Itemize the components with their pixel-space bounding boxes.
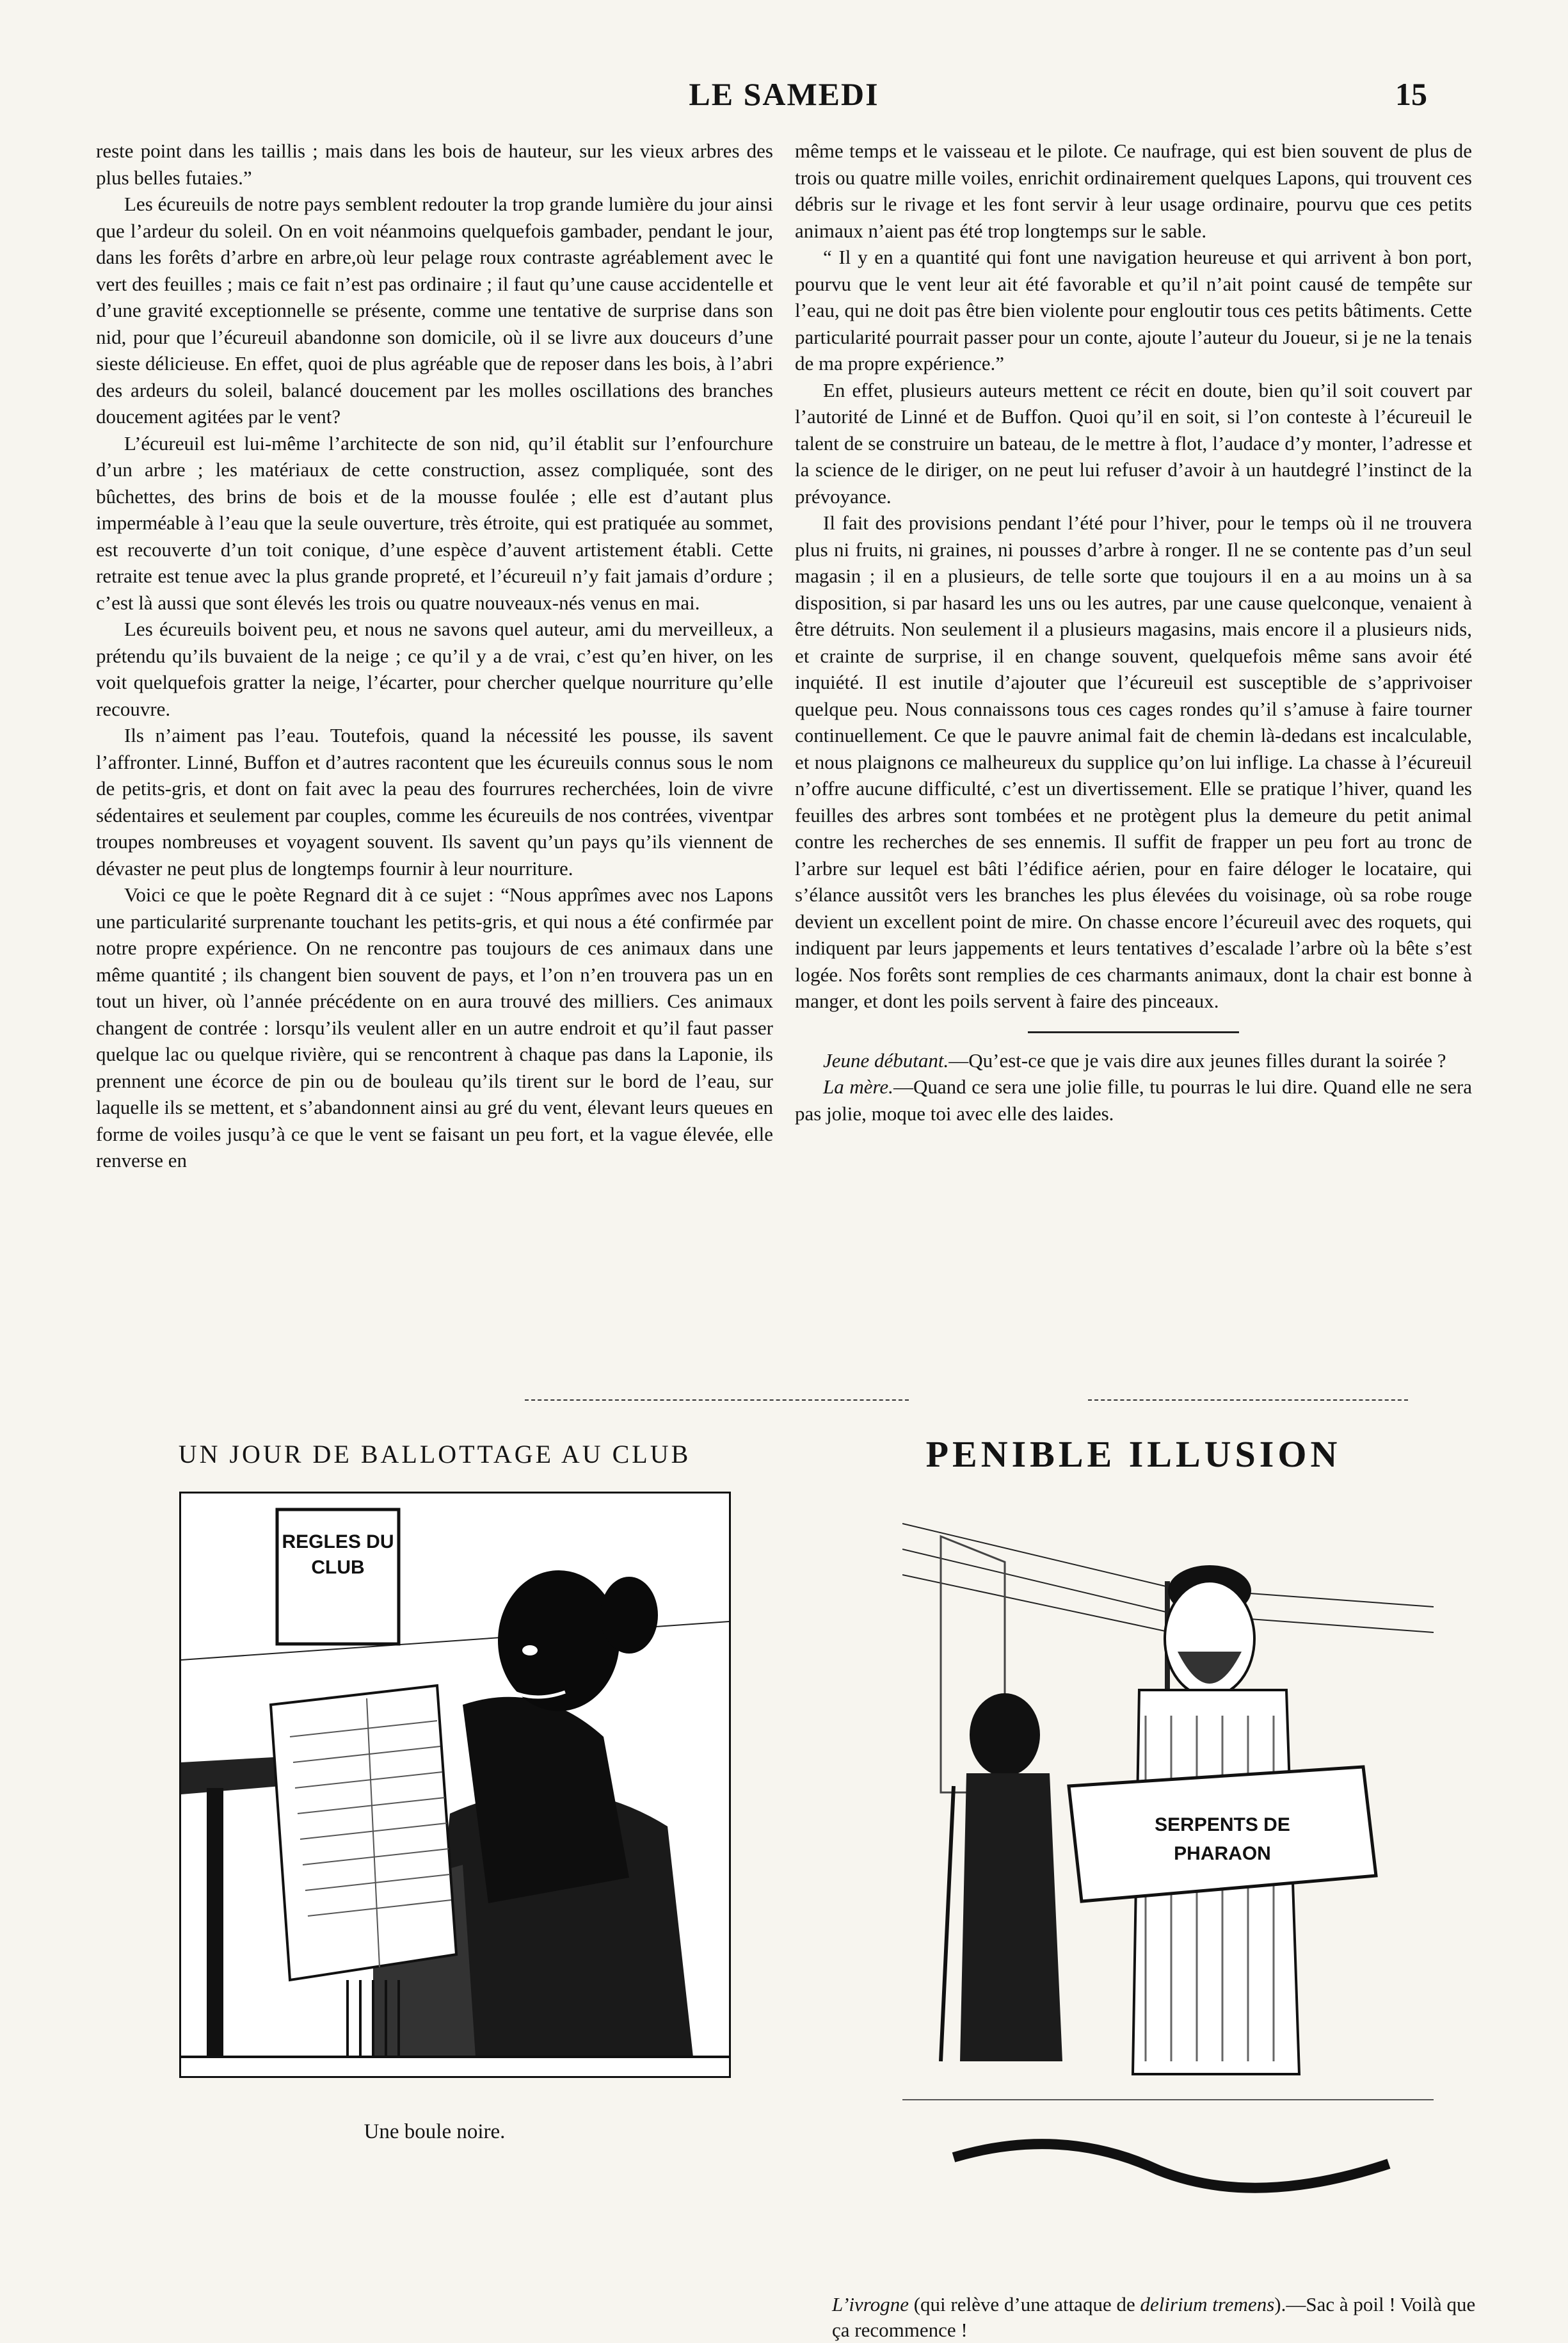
box-label-2: PHARAON [1174,1843,1271,1864]
paragraph: L’écureuil est lui-même l’architecte de son nid, qu’il établit sur l’enfourchure d’un arbre ; les matériaux de cette construction, assez compliquée, sont des bûchettes, des brins de bois et de la mousse foulée ; elle est d’autant plus imperméable à l’eau que la seule ouverture, très étroite, qui est pratiquée au sommet, est recouverte d’un toit conique, d’une espèce d’auvent artistement établi. Cette retraite est tenue avec la plus grande propreté, et l’écureuil n’y fait jamais d’ordure ; c’est là aussi que sont élevés les trois ou quatre nouveaux-nés venus en mai. [96,431,773,614]
left-column [96,138,773,1174]
cartoon-right-illustration [902,1485,1434,2279]
dashed-separator [1088,1399,1408,1401]
cartoon-left-illustration [179,1492,731,2078]
paragraph: “ Il y en a quantité qui font une navigation heureuse et qui arrivent à bon port, pourvu que le vent leur ait été favorable et qu’il n’ait point causé de tempête sur l’eau, qui ne doit pas être bien violente pour engloutir tous ces petits bâtiments. Cette particularité pourrait passer pour un conte, ajoute l’auteur du Joueur, si je ne la tenais de ma propre expérience.” [795,246,1472,374]
caption-term: delirium tremens [1140,2293,1275,2315]
divider-rule [1028,1031,1239,1033]
paragraph: Les écureuils boivent peu, et nous ne savons quel auteur, ami du merveilleux, a prétendu qu’ils buvaient de la neige ; ce qu’il y a de vrai, c’est qu’en hiver, on les voit quelquefois gratter la neige, l’écarter, pour chercher quelque nourriture qu’elle recouvre. [96,618,773,720]
paragraph: Il fait des provisions pendant l’été pour l’hiver, pour le temps où il ne trouvera plus ni fruits, ni graines, ni pousses d’arbre à ronger. Il ne se contente pas d’un seul magasin ; il en a plusieurs, de telle sorte que toujours il en a au moins un à sa disposition, si par hasard les uns ou les autres, par une cause quelconque, venaient à être détruits. Non seulement il a plusieurs magasins, mais encore il a plusieurs nids, et crainte de surprise, il en change souvent, quelquefois même sans avoir été inquiété. Il est inutile d’ajouter que l’écureuil est susceptible de s’apprivoiser quelque peu. Nous connaissons tous ces cages rondes qu’il s’amuse à faire tourner continuellement. Ce que le pauvre animal fait de chemin là-dedans est incalculable, et nous plaignons ce malheureux du supplice qu’on lui inflige. La chasse à l’écureuil n’offre aucune difficulté, c’est un divertissement. Elle se pratique l’hiver, quand les feuilles des arbres sont tombées et ne protègent plus la demeure du petit animal contre les recherches de ses ennemis. Il suffit de frapper un peu fort au tronc de l’arbre sur lequel est bâti l’édifice aérien, pour en faire déloger le locataire, qui s’élance aussitôt vers les branches les plus élevées du voisinage, où sa robe rouge devient un excellent point de mire. On chasse encore l’écureuil avec des roquets, qui indiquent par leurs jappements et leurs tentatives d’escalade l’arbre où la bête s’est logée. Nos forêts sont remplies de ces charmants animaux, dont la chair est bonne à manger, et dont les poils servent à faire des pinceaux. [795,511,1472,1012]
page-header [0,76,1568,120]
joke-dialog [795,1047,1472,1127]
box-label-1: SERPENTS DE [1155,1814,1290,1835]
paragraph: En effet, plusieurs auteurs mettent ce récit en doute, bien qu’il soit couvert par l’autorité de Linné et de Buffon. Quoi qu’il en soit, si l’on conteste à l’écureuil le talent de se construire un bateau, de le mettre à flot, l’audace d’y monter, l’adresse et la science de le diriger, on ne peut lui refuser d’avoir à un hautdegré l’instinct de la prévoyance. [795,378,1472,508]
paragraph: Ils n’aiment pas l’eau. Toutefois, quand la nécessité les pousse, ils savent l’affronter. Linné, Buffon et d’autres racontent que les écureuils connus sous le nom de petits-gris, et dont on fait avec la peau des fourrures recherchées, loin de vivre sédentaires et seulement par couples, comme les écureuils de nos contrées, viventpar troupes nombreuses et voyagent souvent. Ils savent qu’un pays qu’ils viennent de dévaster ne peut plus de longtemps fournir à leur nourriture. [96,724,773,880]
cartoon-left-title: UN JOUR DE BALLOTTAGE AU CLUB [178,1440,691,1469]
dialog-line [795,1074,1472,1127]
page-number: 15 [1395,76,1427,112]
dialog-line [795,1047,1472,1074]
paragraph: Les écureuils de notre pays semblent redouter la trop grande lumière du jour ainsi que l’ardeur du soleil. On en voit néanmoins quelquefois gambader, pendant le jour, dans les forêts d’arbre en arbre,où leur pelage roux contraste agréablement avec le vert des feuilles ; mais ce fait n’est pas ordinaire ; il faut qu’une cause accidentelle et d’une gravité exceptionnelle se présente, comme une tentative de surprise dans son nid, pour que l’écureuil abandonne son domicile, où il se livre aux douceurs d’une sieste délicieuse. En effet, quoi de plus agréable que de reposer dans les bois, à l’abri des ardeurs du soleil, balancé doucement par les molles oscillations des branches doucement agitées par le vent? [96,193,773,428]
street-vendor-drawing [902,1485,1434,2279]
dashed-separator [525,1399,909,1401]
cartoon-left-caption: Une boule noire. [364,2120,506,2143]
paragraph: reste point dans les taillis ; mais dans les bois de hauteur, sur les vieux arbres des plus belles futaies.” [96,140,773,189]
journal-title: LE SAMEDI [689,76,879,112]
cartoon-right-title: PENIBLE ILLUSION [925,1433,1341,1475]
speaker: Jeune débutant. [823,1049,949,1072]
sign-line-1: REGLES DU [282,1531,394,1552]
club-reader-drawing [181,1494,729,2076]
dialog-text: —Qu’est-ce que je vais dire aux jeunes filles durant la soirée ? [948,1049,1446,1072]
right-column [795,138,1472,1127]
speaker: La mère. [823,1075,893,1098]
caption-part: ).—Sac à poil ! Voilà que ça recommence ! [832,2293,1476,2341]
dialog-text: —Quand ce sera une jolie fille, tu pourras le lui dire. Quand elle ne sera pas jolie, moque toi avec elle des laides. [795,1075,1472,1125]
paragraph: Voici ce que le poète Regnard dit à ce sujet : “Nous apprîmes avec nos Lapons une particularité surprenante touchant les petits-gris, et qui nous a été confirmée par notre propre expérience. On ne rencontre pas toujours de ces animaux dans une même quantité ; ils changent bien souvent de pays, et l’on n’en trouvera pas un en tout un hiver, où l’année précédente on en aura trouvé des milliers. Ces animaux changent de contrée : lorsqu’ils veulent aller en un autre endroit et qu’il faut passer quelque lac ou quelque rivière, qui se rencontrent à chaque pas dans la Laponie, ils prennent une écorce de pin ou de bouleau qu’ils tirent sur le bord de l’eau, sur laquelle ils se mettent, et s’abandonnent ainsi au gré du vent, élevant leurs queues en forme de voiles jusqu’à ce que le vent se faisant un peu fort, et la vague élevée, elle renverse en [96,883,773,1172]
caption-part: (qui relève d’une attaque de [908,2293,1140,2315]
sign-line-2: CLUB [311,1557,365,1578]
caption-speaker: L’ivrogne [832,2293,909,2315]
paragraph: même temps et le vaisseau et le pilote. Ce naufrage, qui est bien souvent de plus de trois ou quatre mille voiles, enrichit ordinairement quelques Lapons, qui trouvent ces débris sur le rivage et les font servir à leur usage ordinaire, pourvu que ces petits animaux n’aient pas été trop longtemps sur le sable. [795,140,1472,242]
cartoon-right-caption [832,2292,1491,2343]
